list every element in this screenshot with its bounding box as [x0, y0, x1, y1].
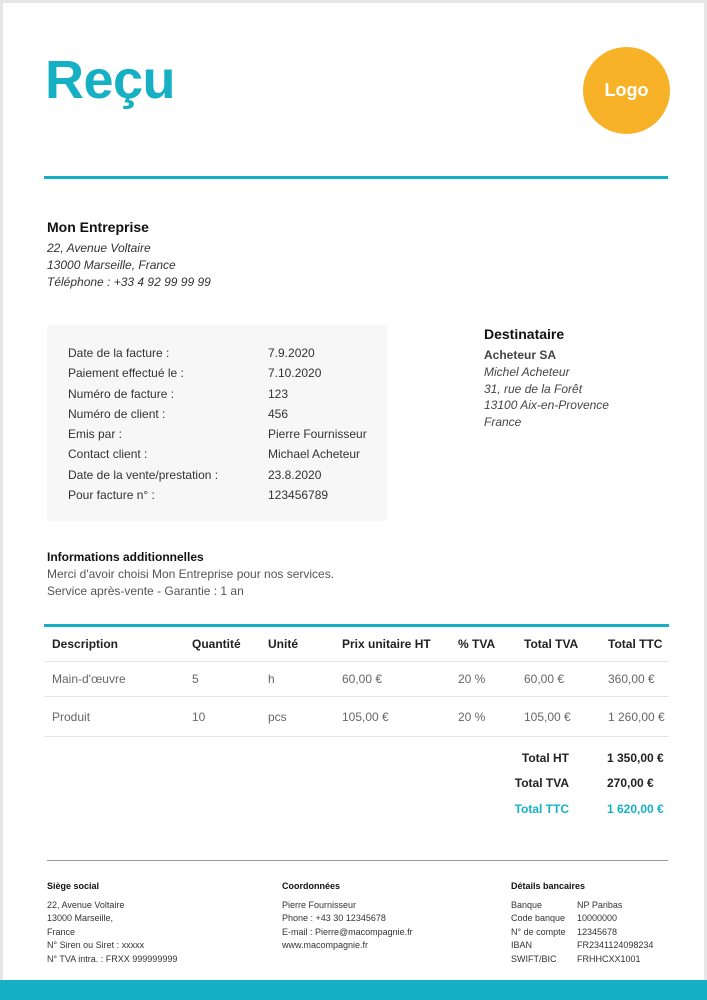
bank-key: N° de compte	[511, 926, 566, 937]
cell-unit-price: 60,00 €	[342, 672, 383, 686]
recipient-company: Acheteur SA	[484, 348, 557, 362]
info-label: Contact client :	[68, 447, 148, 462]
recipient-address	[484, 364, 609, 431]
bank-row	[511, 939, 653, 953]
company-address-line1: 22, Avenue Voltaire	[47, 241, 151, 255]
footer-contact-line: Pierre Fournisseur	[282, 899, 357, 910]
col-header-vat-rate: % TVA	[458, 637, 496, 651]
bank-row	[511, 953, 653, 967]
info-row	[68, 346, 387, 366]
additional-info-line1: Merci d'avoir choisi Mon Entreprise pour nos services.	[47, 567, 335, 581]
cell-quantity: 10	[192, 709, 206, 724]
cell-ttc-total: 1 260,00 €	[608, 709, 665, 724]
info-value: 7.10.2020	[268, 366, 322, 381]
cell-vat-total: 60,00 €	[524, 672, 565, 686]
logo-badge: Logo	[583, 47, 670, 134]
additional-info-text	[47, 566, 334, 599]
recipient-contact: Michel Acheteur	[484, 365, 570, 379]
cell-description: Produit	[52, 709, 91, 724]
info-value: 123	[268, 386, 289, 401]
total-ttc-value: 1 620,00 €	[607, 801, 664, 816]
cell-vat-rate: 20 %	[458, 709, 486, 724]
footer-contact-email: E-mail : Pierre@macompagnie.fr	[282, 926, 413, 937]
footer-seat-title: Siège social	[47, 881, 100, 891]
footer-contact	[282, 880, 413, 953]
info-label: Emis par :	[68, 427, 123, 442]
col-header-ttc-total: Total TTC	[608, 637, 663, 651]
info-label: Date de la vente/prestation :	[68, 467, 219, 482]
info-row	[68, 427, 387, 447]
total-tva-label: Total TVA	[514, 776, 569, 791]
info-row	[68, 407, 387, 427]
info-row	[68, 447, 387, 467]
info-label: Date de la facture :	[68, 346, 170, 360]
footer-contact-website: www.macompagnie.fr	[282, 940, 369, 951]
table-row	[44, 697, 669, 737]
recipient-street: 31, rue de la Forêt	[484, 381, 583, 396]
info-value: Michael Acheteur	[268, 447, 361, 462]
company-address-line2: 13000 Marseille, France	[47, 258, 176, 272]
table-row	[44, 662, 669, 697]
cell-unit-price: 105,00 €	[342, 709, 389, 724]
footer-seat-line: N° Siren ou Siret : xxxxx	[47, 940, 145, 951]
recipient-country: France	[484, 415, 522, 430]
totals-block	[423, 745, 669, 822]
bank-key: IBAN	[511, 940, 533, 951]
cell-ttc-total: 360,00 €	[608, 672, 655, 686]
additional-info-line2: Service après-vente - Garantie : 1 an	[47, 583, 244, 598]
total-ttc-label: Total TTC	[514, 801, 569, 816]
bank-value: 10000000	[577, 913, 618, 924]
table-header-row	[44, 627, 669, 662]
cell-vat-total: 105,00 €	[524, 709, 571, 724]
cell-vat-rate: 20 %	[458, 672, 486, 686]
footer-seat	[47, 880, 177, 967]
info-label: Numéro de facture :	[68, 386, 175, 401]
total-ttc-row	[423, 796, 669, 822]
info-row	[68, 468, 387, 488]
info-value: 456	[268, 406, 289, 421]
col-header-unit-price: Prix unitaire HT	[342, 637, 431, 651]
bank-key: SWIFT/BIC	[511, 953, 557, 964]
cell-description: Main-d'œuvre	[52, 672, 126, 686]
total-ht-value: 1 350,00 €	[607, 750, 664, 765]
footer-seat-line: N° TVA intra. : FRXX 999999999	[47, 953, 178, 964]
col-header-vat-total: Total TVA	[524, 637, 579, 651]
col-header-description: Description	[52, 637, 119, 651]
footer-seat-line: 22, Avenue Voltaire	[47, 899, 125, 910]
col-header-quantity: Quantité	[192, 637, 241, 651]
cell-quantity: 5	[192, 672, 199, 686]
cell-unit: h	[268, 672, 275, 686]
info-value: 123456789	[268, 488, 329, 503]
company-address	[47, 240, 211, 291]
footer-seat-line: 13000 Marseille,	[47, 913, 114, 924]
header-divider	[44, 176, 668, 179]
cell-unit: pcs	[268, 709, 287, 724]
info-row	[68, 387, 387, 407]
info-value: 7.9.2020	[268, 346, 315, 360]
items-table	[44, 627, 669, 737]
bank-key: Banque	[511, 899, 543, 910]
footer-seat-line: France	[47, 926, 76, 937]
info-label: Paiement effectué le :	[68, 366, 184, 381]
invoice-info-box	[47, 325, 387, 521]
info-value: 23.8.2020	[268, 467, 322, 482]
recipient-title: Destinataire	[484, 326, 565, 342]
footer-bank	[511, 880, 653, 967]
col-header-unit: Unité	[268, 637, 298, 651]
info-label: Numéro de client :	[68, 406, 166, 421]
bottom-accent-bar	[0, 980, 707, 1000]
bank-key: Code banque	[511, 913, 566, 924]
info-value: Pierre Fournisseur	[268, 427, 367, 442]
recipient-city: 13100 Aix-en-Provence	[484, 398, 609, 413]
total-ht-row	[423, 745, 669, 771]
bank-row	[511, 899, 653, 913]
page-title: Reçu	[45, 50, 176, 110]
total-tva-row	[423, 771, 669, 797]
footer-bank-title: Détails bancaires	[511, 881, 586, 891]
total-ht-label: Total HT	[521, 750, 569, 765]
additional-info-title: Informations additionnelles	[47, 550, 204, 564]
footer-divider	[47, 860, 668, 861]
bank-value: FR2341124098234	[577, 940, 654, 951]
bank-row	[511, 926, 653, 940]
footer-contact-title: Coordonnées	[282, 881, 341, 891]
info-row	[68, 366, 387, 386]
bank-row	[511, 912, 653, 926]
bank-value: FRHHCXX1001	[577, 953, 641, 964]
bank-value: 12345678	[577, 926, 618, 937]
footer-contact-line: Phone : +43 30 12345678	[282, 913, 386, 924]
info-row	[68, 488, 387, 508]
bank-value: NP Paribas	[577, 899, 623, 910]
total-tva-value: 270,00 €	[607, 776, 654, 791]
info-label: Pour facture n° :	[68, 488, 155, 503]
company-name: Mon Entreprise	[47, 219, 149, 235]
company-phone: Téléphone : +33 4 92 99 99 99	[47, 275, 211, 289]
